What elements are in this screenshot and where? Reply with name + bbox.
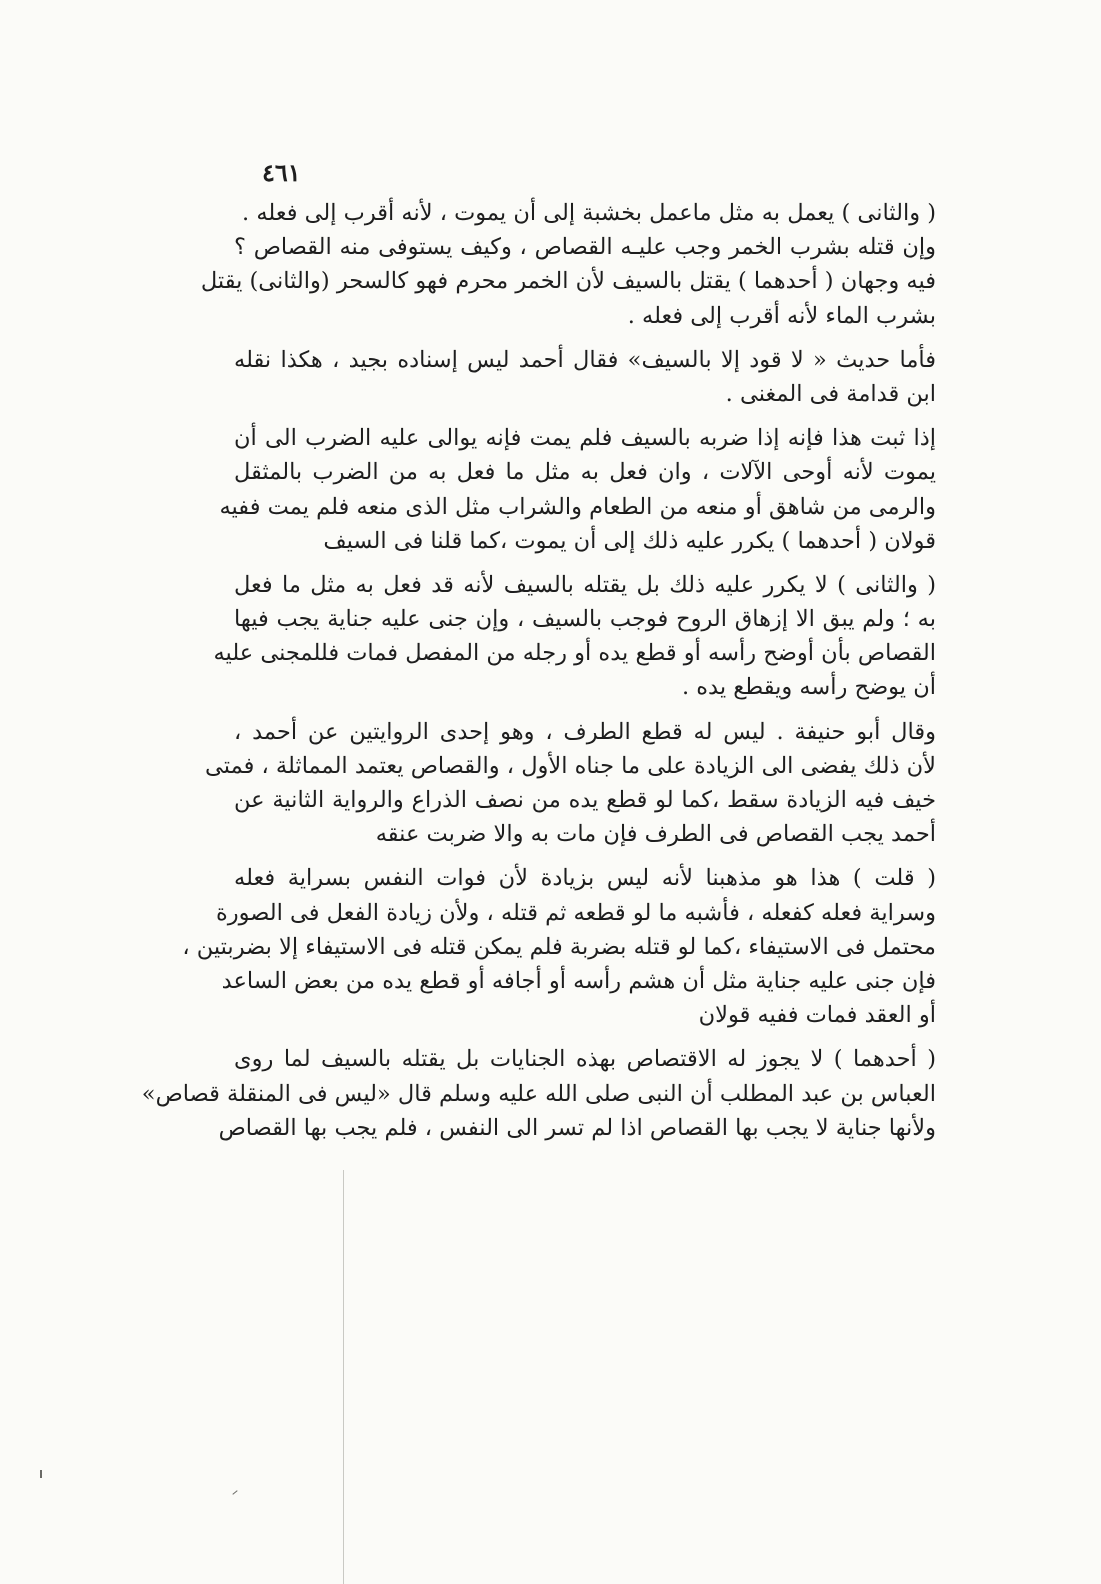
paragraph [213, 568, 936, 705]
text-line: يموت لأنه أوحى الآلات ، وان فعل به مثل ما فعل به من الضرب بالمثقل [234, 459, 936, 486]
text-line: إذا ثبت هذا فإنه إذا ضربه بالسيف فلم يمت فإنه يوالى عليه الضرب الى أن [234, 425, 936, 452]
body-text [141, 196, 936, 1145]
text-line: قولان ( أحدهما ) يكرر عليه ذلك إلى أن يموت ،كما قلنا فى السيف [323, 527, 936, 554]
text-line: فأما حديث « لا قود إلا بالسيف» فقال أحمد ليس إسناده بجيد ، هكذا نقله [234, 346, 936, 373]
paragraph [141, 1042, 936, 1145]
page-number: ٤٦١ [262, 158, 301, 187]
paragraph [219, 421, 936, 558]
text-line: ( والثانى ) لا يكرر عليه ذلك بل يقتله بالسيف لأنه قد فعل به مثل ما فعل [234, 571, 936, 598]
paragraph [234, 343, 936, 411]
text-line: أو العقد فمات ففيه قولان [698, 1002, 936, 1029]
paragraph [205, 715, 936, 852]
paragraph [234, 196, 936, 230]
text-line: والرمى من شاهق أو منعه من الطعام والشراب مثل الذى منعه فلم يمت ففيه [219, 493, 936, 520]
text-line: أحمد يجب القصاص فى الطرف فإن مات به والا ضربت عنقه [375, 821, 936, 848]
text-line: بشرب الماء لأنه أقرب إلى فعله . [627, 302, 936, 329]
scan-speck [40, 1470, 42, 1478]
text-line: وقال أبو حنيفة . ليس له قطع الطرف ، وهو إحدى الروايتين عن أحمد ، [234, 718, 936, 745]
text-line: لأن ذلك يفضى الى الزيادة على ما جناه الأول ، والقصاص يعتمد المماثلة ، فمتى [205, 752, 936, 779]
text-line: به ؛ ولم يبق الا إزهاق الروح فوجب بالسيف ، وإن جنى عليه جناية يجب فيها [234, 606, 936, 633]
text-line: ( أحدهما ) لا يجوز له الاقتصاص بهذه الجنايات بل يقتله بالسيف لما روى [234, 1046, 936, 1073]
text-line: وسراية فعله كفعله ، فأشبه ما لو قطعه ثم قتله ، ولأن زيادة الفعل فى الصورة [215, 899, 936, 926]
paragraph [200, 230, 936, 333]
text-line: ولأنها جناية لا يجب بها القصاص اذا لم تسر الى النفس ، فلم يجب بها القصاص [218, 1114, 936, 1141]
text-line: محتمل فى الاستيفاء ،كما لو قتله بضربة فلم يمكن قتله فى الاستيفاء إلا بضربتين ، [182, 933, 936, 960]
text-line: ( والثانى ) يعمل به مثل ماعمل بخشبة إلى أن يموت ، لأنه أقرب إلى فعله . [242, 200, 936, 226]
text-line: ( قلت ) هذا هو مذهبنا لأنه ليس بزيادة لأن فوات النفس بسراية فعله [234, 865, 936, 892]
text-line: فإن جنى عليه جناية مثل أن هشم رأسه أو أجافه أو قطع يده من بعض الساعد [221, 967, 936, 994]
text-line: وإن قتله بشرب الخمر وجب عليـه القصاص ، وكيف يستوفى منه القصاص ؟ [234, 234, 936, 261]
text-line: ابن قدامة فى المغنى . [725, 380, 936, 407]
text-line: أن يوضح رأسه ويقطع يده . [681, 674, 936, 701]
text-line: فيه وجهان ( أحدهما ) يقتل بالسيف لأن الخمر محرم فهو كالسحر (والثانى) يقتل [200, 268, 936, 295]
scan-speck [232, 1490, 237, 1495]
text-line: العباس بن عبد المطلب أن النبى صلى الله عليه وسلم قال «ليس فى المنقلة قصاص» [141, 1080, 936, 1107]
text-line: خيف فيه الزيادة سقط ،كما لو قطع يده من نصف الذراع والرواية الثانية عن [234, 787, 936, 813]
paragraph [182, 861, 936, 1032]
scan-fold-line [343, 1170, 344, 1584]
text-line: القصاص بأن أوضح رأسه أو قطع يده أو رجله من المفصل فمات فللمجنى عليه [213, 640, 936, 667]
